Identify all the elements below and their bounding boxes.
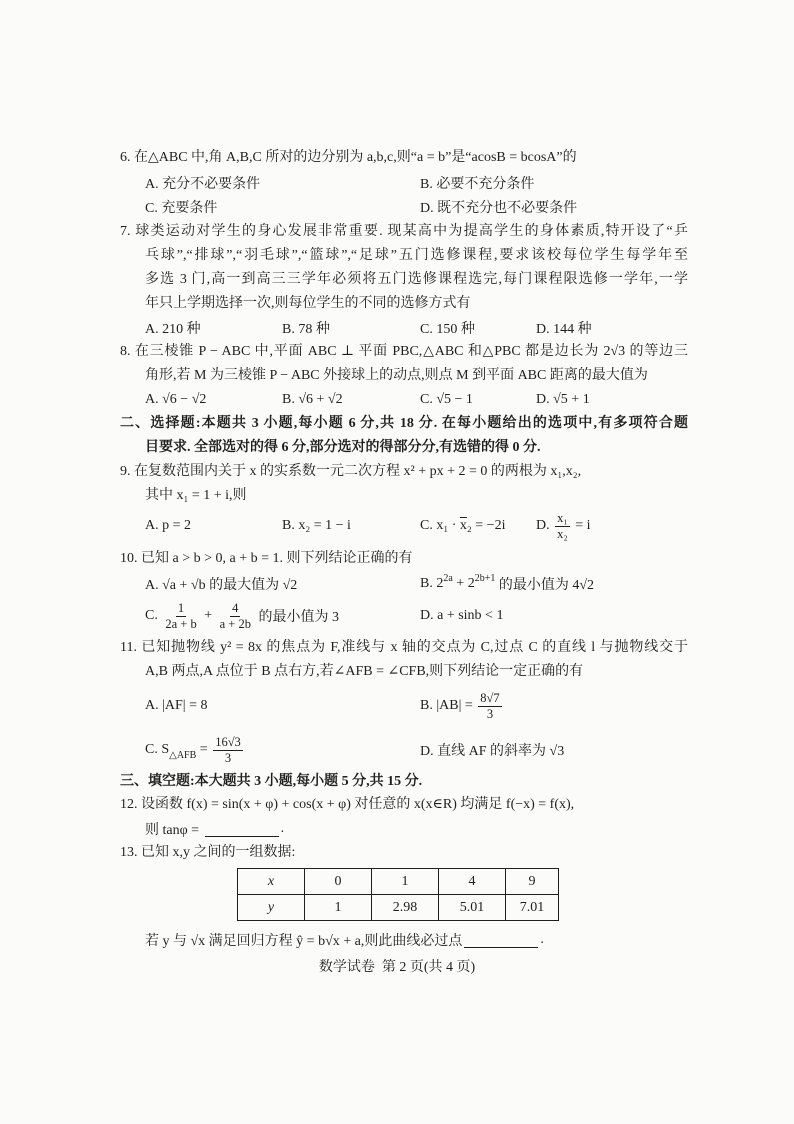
fraction-denominator: 3 — [486, 706, 494, 721]
q9-option-c — [420, 506, 505, 546]
option-text: ₂ = −2i — [466, 518, 506, 533]
q9-option-b: B. x₂ = 1 − i — [282, 518, 351, 533]
answer-blank — [464, 933, 538, 948]
option-text: = — [196, 742, 212, 757]
fraction-numerator: 1 — [177, 600, 185, 615]
section-2-heading-line: 目要求. 全部选对的得 6 分,部分选对的得部分分,有选错的得 0 分. — [145, 440, 541, 455]
fraction-denominator: a + 2b — [219, 616, 251, 631]
fraction-numerator: x₁ — [557, 510, 568, 525]
option-label: C. — [145, 608, 162, 623]
table-cell: 2.98 — [372, 895, 439, 921]
page-footer: 数学试卷 第 2 页(共 4 页) — [318, 960, 476, 975]
fraction-numerator: 4 — [232, 600, 239, 615]
question-13-stem: 13. 已知 x,y 之间的一组数据: — [120, 845, 296, 860]
fraction — [478, 691, 501, 722]
q8-option-b: B. √6 + √2 — [282, 392, 343, 407]
data-table — [237, 868, 559, 921]
q9-option-a: A. p = 2 — [145, 518, 192, 533]
question-6-stem: 6. 在△ABC 中,角 A,B,C 所对的边分别为 a,b,c,则“a = b”是“acosB = bcosA”的 — [120, 150, 577, 165]
question-9-stem-line: 9. 在复数范围内关于 x 的实系数一元二次方程 x² + px + 2 = 0 的两根为 x₁,x₂, — [120, 464, 582, 479]
question-11-stem-line: A,B 两点,A 点位于 B 点右方,若∠AFB = ∠CFB,则下列结论一定正确的有 — [145, 664, 584, 679]
prompt-text: . — [280, 821, 285, 836]
prompt-text: 若 y 与 √x 满足回归方程 ŷ = b√x + a,则此曲线必过点 — [145, 934, 463, 949]
q8-option-c: C. √5 − 1 — [420, 392, 473, 407]
q8-option-d: D. √5 + 1 — [536, 392, 590, 407]
table-cell: 1 — [305, 895, 372, 921]
table-cell: 7.01 — [506, 895, 559, 921]
table-cell: 9 — [506, 869, 559, 895]
q9-option-d — [536, 506, 591, 546]
fraction-denominator: 2a + b — [165, 616, 197, 631]
fraction — [555, 511, 570, 542]
option-text: B. 2 — [420, 576, 444, 591]
q7-option-b: B. 78 种 — [282, 322, 330, 337]
fraction-numerator: 16√3 — [215, 734, 241, 749]
option-label: D. — [536, 518, 554, 533]
q10-option-d: D. a + sinb < 1 — [420, 608, 504, 623]
table-cell: 1 — [372, 869, 439, 895]
table-cell: 0 — [305, 869, 372, 895]
option-text: C. x₁ · — [420, 518, 460, 533]
q12-answer-prompt — [145, 817, 284, 841]
option-text: = i — [571, 518, 591, 533]
answer-blank — [205, 822, 279, 837]
question-8-stem-line: 角形,若 M 为三棱锥 P − ABC 外接球上的动点,则点 M 到平面 ABC 距离的最大值为 — [145, 368, 648, 383]
q10-option-c — [145, 596, 339, 636]
table-cell: x — [238, 869, 305, 895]
q11-option-a: A. |AF| = 8 — [145, 698, 208, 713]
q11-option-d: D. 直线 AF 的斜率为 √3 — [420, 744, 565, 759]
option-text: B. |AB| = — [420, 698, 477, 713]
option-text: C. S — [145, 742, 170, 757]
q6-option-d: D. 既不充分也不必要条件 — [420, 201, 578, 216]
table-cell: 4 — [439, 869, 506, 895]
subscript: △AFB — [169, 749, 197, 761]
table-row — [238, 869, 559, 895]
option-text: 的最小值为 4√2 — [495, 578, 595, 593]
option-text: 的最小值为 3 — [254, 610, 339, 625]
question-11-stem-line: 11. 已知抛物线 y² = 8x 的焦点为 F,准线与 x 轴的交点为 C,过点 C 的直线 l 与抛物线交于 — [120, 640, 688, 655]
question-7-stem-line: 多选 3 门,高一到高三三学年必须将五门选修课程选完,每门课程限选修一学年,一学 — [145, 272, 688, 287]
question-10-stem: 10. 已知 a > b > 0, a + b = 1. 则下列结论正确的有 — [120, 551, 413, 566]
q11-option-c — [145, 730, 245, 770]
q7-option-a: A. 210 种 — [145, 322, 201, 337]
exponent: 2a — [443, 572, 453, 584]
q10-option-a: A. √a + √b 的最大值为 √2 — [145, 578, 298, 593]
q8-option-a: A. √6 − √2 — [145, 392, 207, 407]
question-8-stem-line: 8. 在三棱锥 P − ABC 中,平面 ABC ⊥ 平面 PBC,△ABC 和△PBC 都是边长为 2√3 的等边三 — [120, 344, 688, 359]
q13-conclusion — [145, 928, 544, 952]
exponent: 2b+1 — [474, 572, 496, 584]
prompt-text: 则 tanφ = — [145, 823, 203, 838]
fraction-denominator: 3 — [224, 750, 232, 765]
q7-option-c: C. 150 种 — [420, 322, 475, 337]
fraction — [218, 601, 253, 632]
question-12-stem: 12. 设函数 f(x) = sin(x + φ) + cos(x + φ) 对任意的 x(x∈R) 均满足 f(−x) = f(x), — [120, 797, 575, 812]
q6-option-c: C. 充要条件 — [145, 201, 218, 216]
question-7-stem-line: 乓球”,“排球”,“羽毛球”,“篮球”,“足球”五门选修课程,要求该校每位学生每学年至 — [145, 248, 688, 263]
q10-option-b — [420, 572, 594, 596]
option-text: + 2 — [452, 576, 475, 591]
conjugate-variable: $\overline{x}$ — [459, 518, 467, 533]
prompt-text: . — [540, 932, 544, 947]
fraction-denominator: x₂ — [557, 526, 568, 541]
q11-option-b — [420, 686, 504, 726]
question-9-stem-line: 其中 x₁ = 1 + i,则 — [145, 488, 247, 503]
section-2-heading: 二、选择题:本题共 3 小题,每小题 6 分,共 18 分. 在每小题给出的选项中,有多项符合题 — [120, 416, 688, 431]
q7-option-d: D. 144 种 — [536, 322, 592, 337]
q6-option-a: A. 充分不必要条件 — [145, 177, 261, 192]
table-cell: 5.01 — [439, 895, 506, 921]
fraction — [213, 735, 243, 766]
option-text: + — [200, 608, 216, 623]
fraction-numerator: 8√7 — [480, 690, 500, 705]
fraction — [163, 601, 198, 632]
table-row — [238, 895, 559, 921]
table-cell: y — [238, 895, 305, 921]
section-3-heading: 三、填空题:本大题共 3 小题,每小题 5 分,共 15 分. — [120, 774, 423, 789]
question-7-stem-line: 7. 球类运动对学生的身心发展非常重要. 现某高中为提高学生的身体素质,特开设了“乒 — [120, 224, 688, 239]
question-7-stem-line: 年只上学期选择一次,则每位学生的不同的选修方式有 — [145, 296, 471, 311]
q6-option-b: B. 必要不充分条件 — [420, 177, 535, 192]
